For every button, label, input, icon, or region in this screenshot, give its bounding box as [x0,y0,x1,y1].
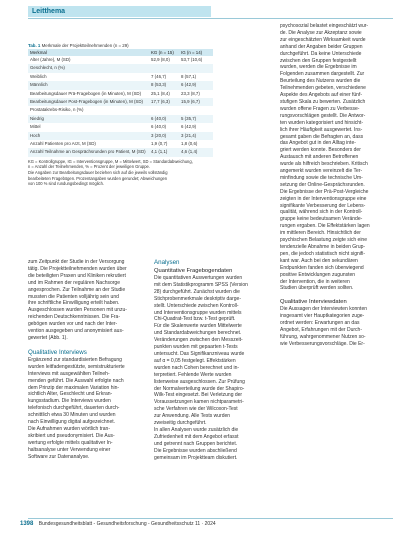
page-footer [20,521,216,528]
text-line: und Interventionsgruppe wurden mittels [154,309,242,316]
table-cell-ig: 4,6 (1,4) [181,149,198,155]
table-cell-ig: 1,8 (0,6) [181,141,198,147]
text-line: wurden leitfadengestützte, semistrukturierte [28,363,125,370]
text-line: mit dem Statistikprogramm SPSS (Version [154,281,248,288]
text-line: Austausch mit anderen Betroffenen [280,154,359,161]
text-line: durchgeführt. Da keine Unterschiede [280,50,362,57]
text-line: ten wurden kategorisiert und hinsicht- [280,119,364,126]
text-line: kungsstadium. Die Interviews wurden [28,398,111,405]
table-cell-ig: 5 (35,7) [181,115,197,121]
table-cell-label: Prostatakrebs-Risiko, n (%) [30,107,84,113]
subsection-heading: Qualitative Interviewdaten [280,299,347,306]
text-line: skribiert und pseudonymisiert. Die Aus- [28,432,115,439]
text-line: führung, wahrgenommener Nutzen so- [280,333,366,340]
table-cell-ig [181,64,211,72]
table-cell-label: Alter (Jahre), M (SD) [30,57,71,62]
subsection-heading: Quantitative Fragebogendaten [154,268,233,274]
text-line: Teilnehmenden gebeten, verschiedene [280,85,366,92]
text-line: gesamt gaben die Befragten an, dass [280,133,364,140]
text-line: Beurteilung des Nutzens wurden die [280,78,361,85]
table-cell-kg [151,64,181,72]
table-row [28,81,213,89]
text-line: de. Die Analyse zur Akzeptanz sowie [280,29,362,36]
text-line: Angebot, Erfahrungen mit der Durch- [280,327,362,334]
text-line: lich ihrer Häufigkeit ausgewertet. Ins- [280,126,363,133]
text-line: angemerkt wurden vereinzelt die Ter- [280,168,363,175]
table-header-row [28,49,213,56]
table-cell-kg: 7 (46,7) [151,73,167,79]
table-cell-kg: 52,9 (8,0) [151,57,170,62]
text-line: Ausgeschlossen wurden Personen mit unzu- [28,307,127,314]
table-row [28,115,213,123]
section-heading: Qualitative Interviews [28,348,87,356]
table-row [28,123,213,131]
text-line: tendenzielle Abnahme in beiden Grup- [280,244,366,250]
text-line: rungsvorschlägen gestellt. Die Antwor- [280,112,366,119]
header-divider [28,18,393,19]
text-line: stellt. Unterschiede zwischen Kontroll- [154,302,239,309]
table-cell-ig: 6 (42,9) [181,124,197,130]
table-cell-label: Männlich [30,82,48,88]
text-line: gruppe keine bedeutsamen Verände- [280,216,363,223]
text-line: In allen Analysen wurde zusätzlich die [154,426,239,433]
text-line: telefonisch durchgeführt, dauerten durch- [28,405,120,412]
text-line: ordnet werden: Erwartungen an das [280,320,360,327]
text-line: der Intervention, die in weiteren [280,278,350,285]
table-note-line: bearbeiteten Fragebögen. Prozentangaben wurden gerundet; Abweichungen [28,175,168,181]
text-line: nach Einwilligung digital aufgezeichnet. [28,419,116,426]
text-line: zum Zeitpunkt der Studie in der Versorgung [28,259,125,265]
text-line: kant war. Auch bei den sekundären [280,257,358,264]
table-cell-ig: 3 (21,4) [181,132,197,138]
table-cell-label: Bearbeitungsdauer Post-Fragebogen (in Minuten), M (SD) [30,99,143,105]
text-line: menden geführt. Die Auswahl erfolgte nach [28,377,124,384]
table-cell-label: Hoch [30,132,41,138]
table-cell-label: Anzahl Teilnahme an Gesprächsrunden pro Patient, M (SD) [30,149,146,155]
table-note-line: von 100 % sind rundungsbedingt möglich. [28,181,105,187]
text-line: wurden offene Fragen zu Verbesse- [280,105,360,112]
table-cell-kg [151,106,181,114]
text-line: Veränderungen zwischen den Messzeit- [154,337,243,344]
table-cell-label: Bearbeitungsdauer Prä-Fragebogen (in Minuten), M (SD) [30,90,142,96]
text-line: haltsanalyse unter Verwendung einer [28,446,111,453]
text-line: tätig. Die Projektteilnehmenden wurden über [28,265,127,272]
right-column [280,23,393,348]
text-line: gebögen wurden vor und nach der Inter- [28,321,118,328]
text-line: Aspekte des Angebots auf einer fünf- [280,92,362,99]
journal-title: Bundesgesundheitsblatt - Gesundheitsforschung - Gesundheitsschutz 11 · 2024 [38,521,216,527]
table-cell-ig: 23,3 (8,7) [181,90,200,96]
table-cell-label: Anzahl Patienten pro Arzt, M (SD) [30,141,96,147]
table-cell-kg: 6 (40,0) [151,124,167,130]
text-line: schnittlich etwa 30 Minuten und wurden [28,412,116,419]
text-line: und getrennt nach Gruppen berichtet. [154,440,238,447]
text-line: Stichprobenmerkmale deskriptiv darge- [154,295,241,302]
table-note-line: n = Anzahl der Teilnehmenden, % = Prozent der jeweiligen Gruppe. [28,164,150,170]
text-line: listenweise ausgeschlossen. Zur Prüfung [154,378,245,385]
text-line: psychosozial belastet eingeschätzt wur- [280,23,369,29]
text-line: Für die Skalenwerte wurden Mittelwerte [154,323,242,330]
table-cell-ig: 6 (42,9) [181,82,197,88]
text-line: Chi-Quadrat-Test bzw. t-Test geprüft. [154,316,236,323]
text-line: sichtlich Alter, Geschlecht und Erkran- [28,391,113,398]
table-caption-text: Merkmale der Projektteilnehmenden (n = 29) [41,43,129,48]
table-header-cell: KG (n = 15) [151,50,174,55]
text-line: zur eingeschätzten Wirksamkeit wurde [280,36,366,43]
text-line: setzung der Online-Gesprächsrunden. [280,181,365,188]
text-line: der Normalverteilung wurde der Shapiro- [154,385,245,392]
text-line: Studien überprüft werden sollten. [280,285,354,292]
text-line: ihre schriftliche Einwilligung erteilt haben. [28,300,120,307]
table-row [28,106,213,114]
section-heading: Analysen [154,259,180,266]
text-line: zwischen den Gruppen festgestellt [280,57,357,64]
table-caption-label: Tab. 1 [28,43,41,48]
section-label: Leitthema [28,6,211,17]
left-column [28,259,146,460]
text-line: die beteiligten Praxen und Kliniken rekrutiert [28,272,126,279]
table-cell-kg: 25,1 (8,4) [151,90,170,96]
text-line: punkten wurden mit gepaarten t-Tests [154,344,238,351]
text-line: reichenden Deutschkenntnissen. Die Fra- [28,314,120,321]
text-line: gewertet (Abb. 1). [28,334,68,341]
table-cell-label: Mittel [30,124,41,130]
text-line: anhand der Angaben beider Gruppen [280,43,363,50]
text-line: Die quantitativen Auswertungen wurden [154,275,243,281]
table-notes [28,159,213,187]
text-line: auf α = 0,05 festgelegt. Effektstärken [154,357,236,364]
table-row [28,132,213,140]
text-line: signifikante Verbesserung der Lebens- [280,202,366,209]
text-line: Die Aussagen der Interviewten konnten [280,306,367,313]
text-line: wurden nach Cohen berechnet und in- [154,364,240,371]
text-line: psychischen Belastung zeigte sich eine [280,237,367,244]
text-line: Die Aufnahmen wurden wörtlich tran- [28,425,110,432]
text-line: zeigten in der Interventionsgruppe eine [280,195,367,202]
text-line: rungen ergaben. Die Effektstärken lagen [280,223,370,230]
table-cell-ig: 8 (57,1) [181,73,197,79]
text-line: stufigen Skala zu bewerten. Zusätzlich [280,98,366,105]
table-cell-ig: 53,7 (10,6) [181,57,203,62]
characteristics-table [28,43,213,254]
page-number: 1398 [20,521,34,527]
text-line: zweiseitig durchgeführt. [154,420,207,427]
table-row [28,90,213,98]
text-line: Wilk-Test eingesetzt. Bei Verletzung der [154,392,243,399]
text-line: Zufriedenheit mit dem Angebot erfasst [154,433,239,440]
text-line: gemeinsam im Projektteam diskutiert. [154,454,238,461]
text-line: positive Entwicklungen zugunsten [280,271,356,278]
table-row [28,140,213,148]
table-cell-kg: 17,7 (6,3) [151,99,170,105]
text-line: pen, die jedoch statistisch nicht signifi- [280,250,366,257]
table-row [28,56,213,64]
table-row [28,148,213,156]
text-line: insgesamt vier Hauptkategorien zuge- [280,313,365,320]
table-note-line: Die Angaben zur Bearbeitungsdauer beziehen sich auf die jeweils vollständig [28,170,168,176]
table-note-line: KG = Kontrollgruppe, IG = Interventionsgruppe, M = Mittelwert, SD = Standardabweichung, [28,158,193,164]
text-line: und im Rahmen der regulären Nachsorge [28,279,120,286]
text-line: Ergänzend zur standardisierten Befragung [28,356,122,363]
table-cell-label: Geschlecht, n (%) [30,65,65,71]
table-cell-ig [181,106,211,114]
text-line: Folgenden zusammen dargestellt. Zur [280,71,365,78]
text-line: griert werden konnte. Besonders der [280,147,361,154]
footer-divider [28,518,393,519]
text-line: 28) durchgeführt. Zunächst wurden die [154,288,240,295]
text-line: dem Prinzip der maximalen Variation hin- [28,384,120,391]
table-cell-ig: 15,9 (6,7) [181,99,200,105]
table-cell-label: Niedrig [30,115,44,121]
table-row [28,98,213,106]
text-line: minfindung sowie die technische Um- [280,174,363,181]
text-line: sche Verfahren wie der Wilcoxon-Test [154,406,238,413]
text-line: wurde als hilfreich beschrieben. Kritisch [280,161,368,168]
text-line: vention ausgegeben und anonymisiert aus- [28,328,124,335]
text-line: Interviews mit ausgewählten Teilneh- [28,370,110,377]
text-line: Die Ergebnisse der Prä-Post-Vergleiche [280,188,369,195]
text-line: Die Ergebnisse wurden abschließend [154,447,237,454]
table-cell-kg: 6 (40,0) [151,115,167,121]
table-row [28,64,213,72]
table-cell-kg: 3 (20,0) [151,132,167,138]
text-line: wurden, werden die Ergebnisse im [280,64,357,71]
table-cell-label: Weiblich [30,73,47,79]
table-cell-kg: 8 (53,3) [151,82,167,88]
table-row [28,73,213,81]
text-line: mussten die Patienten volljährig sein und [28,293,119,300]
middle-column [154,258,272,461]
text-line: Endpunkten fanden sich überwiegend [280,264,364,271]
text-line: Software zur Datenanalyse. [28,453,90,460]
table-cell-kg: 1,9 (0,7) [151,141,168,147]
table-header-cell: Merkmal [30,50,47,55]
text-line: untersucht. Das Signifikanzniveau wurde [154,350,245,357]
text-line: wertung erfolgte mittels qualitativer In- [28,439,113,446]
table-body [28,56,213,157]
text-line: qualität, während sich in der Kontroll- [280,209,363,216]
text-line: wie Verbesserungsvorschläge. Die Er- [280,340,365,347]
text-line: zur Anwendung. Alle Tests wurden [154,413,231,420]
text-line: das Angebot gut in den Alltag inte- [280,140,356,147]
text-line: angesprochen. Zur Teilnahme an der Studie [28,286,126,293]
table-cell-kg: 4,1 (1,1) [151,149,168,155]
text-line: im mittleren Bereich. Hinsichtlich der [280,230,361,237]
text-line: terpretiert. Fehlende Werte wurden [154,371,232,378]
text-line: und Standardabweichungen berechnet. [154,330,242,337]
text-line: Voraussetzungen kamen nichtparametri- [154,399,244,406]
table-header-cell: IG (n = 14) [181,50,203,55]
